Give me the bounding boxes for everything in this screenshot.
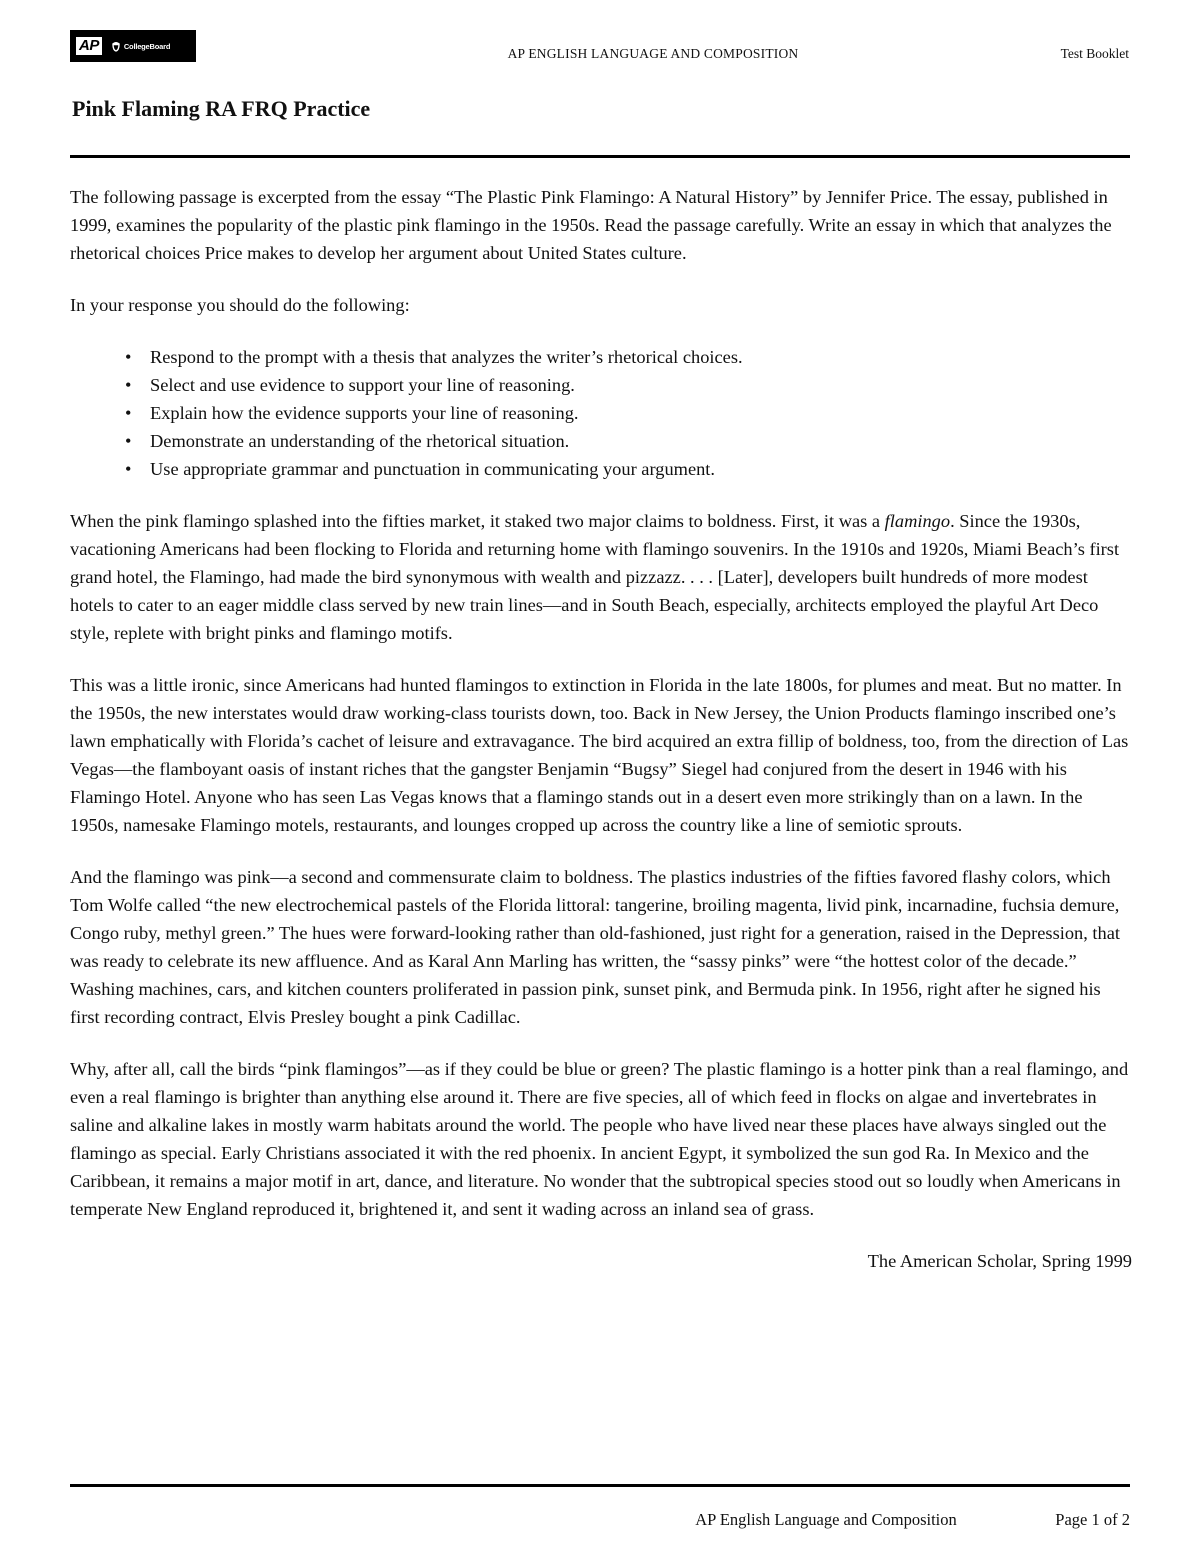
footer-course-name: AP English Language and Composition	[695, 1510, 957, 1529]
header-test-booklet-label: Test Booklet	[1060, 46, 1129, 61]
bottom-divider	[70, 1484, 1130, 1487]
prompt-instruction: In your response you should do the following:	[70, 295, 410, 315]
top-divider	[70, 155, 1130, 158]
requirements-list	[70, 343, 1132, 483]
passage-paragraph-4: Why, after all, call the birds “pink flamingos”—as if they could be blue or green? The plastic flamingo is a hotter pink than a real flamingo, and even a real flamingo is brighter than anything else around it. There are five species, all of which feed in flocks on algae and invertebrates in saline and alkaline lakes in mostly warm habitats around the world. The people who have lived near these places have always singled out the flamingo as special. Early Christians associated it with the red phoenix. In ancient Egypt, it symbolized the sun god Ra. In Mexico and the Caribbean, it remains a major motif in art, dance, and literature. No wonder that the subtropical species stood out so loudly when Americans in temperate New England reproduced it, brightened it, and sent it wading across an inland sea of grass.	[70, 1059, 1129, 1219]
list-item: • Select and use evidence to support your line of reasoning.	[150, 371, 1132, 399]
passage-source-citation: The American Scholar, Spring 1999	[867, 1251, 1132, 1271]
passage-text: When the pink flamingo splashed into the fifties market, it staked two major claims to boldness. First, it was a	[70, 511, 885, 531]
passage-italic-word: flamingo	[884, 511, 951, 531]
prompt-intro: The following passage is excerpted from the essay “The Plastic Pink Flamingo: A Natural History” by Jennifer Price. The essay, published in 1999, examines the popularity of the plastic pink flamingo in the 1950s. Read the passage carefully. Write an essay in which that analyzes the rhetorical choices Price makes to develop her argument about United States culture.	[70, 187, 1112, 263]
page-title: Pink Flaming RA FRQ Practice	[72, 96, 371, 121]
college-board-logo-text: CollegeBoard	[123, 41, 171, 51]
document-body	[70, 183, 1132, 1299]
passage-paragraph-2: This was a little ironic, since Americans had hunted flamingos to extinction in Florida in the late 1800s, for plumes and meat. But no matter. In the 1950s, the new interstates would draw working-class tourists down, too. Back in New Jersey, the Union Products flamingo inscribed one’s lawn emphatically with Florida’s cachet of leisure and extravagance. The bird acquired an extra fillip of boldness, too, from the direction of Las Vegas—the flamboyant oasis of instant riches that the gangster Benjamin “Bugsy” Siegel had conjured from the desert in 1946 with his Flamingo Hotel. Anyone who has seen Las Vegas knows that a flamingo stands out in a desert even more strikingly than on a lawn. In the 1950s, namesake Flamingo motels, restaurants, and lounges cropped up across the country like a line of semiotic sprouts.	[70, 675, 1129, 835]
passage-paragraph-3: And the flamingo was pink—a second and commensurate claim to boldness. The plastics industries of the fifties favored flashy colors, which Tom Wolfe called “the new electrochemical pastels of the Florida littoral: tangerine, broiling magenta, livid pink, incarnadine, fuchsia demure, Congo ruby, methyl green.” The hues were forward-looking rather than old-fashioned, just right for a generation, raised in the Depression, that was ready to celebrate its new affluence. And as Karal Ann Marling has written, the “sassy pinks” were “the hottest color of the decade.” Washing machines, cars, and kitchen counters proliferated in passion pink, sunset pink, and Bermuda pink. In 1956, right after he signed his first recording contract, Elvis Presley bought a pink Cadillac.	[70, 867, 1120, 1027]
header-course-title: AP ENGLISH LANGUAGE AND COMPOSITION	[507, 46, 799, 61]
list-item: • Demonstrate an understanding of the rhetorical situation.	[150, 427, 1132, 455]
ap-logo-text: AP	[76, 37, 102, 55]
list-item: • Respond to the prompt with a thesis that analyzes the writer’s rhetorical choices.	[150, 343, 1132, 371]
list-item: • Use appropriate grammar and punctuation in communicating your argument.	[150, 455, 1132, 483]
footer-page-number: Page 1 of 2	[1055, 1510, 1130, 1529]
passage-text: . Since the 1930s, vacationing Americans had been flocking to Florida and returning home with flamingo souvenirs. In the 1910s and 1920s, Miami Beach’s first grand hotel, the Flamingo, had made the bird synonymous with wealth and pizzazz. . . . [Later], developers built hundreds of more modest hotels to cater to an eager middle class served by new train lines—and in South Beach, especially, architects employed the playful Art Deco style, replete with bright pinks and flamingo motifs.	[70, 511, 1120, 643]
passage-paragraph-1	[70, 507, 1132, 647]
list-item: • Explain how the evidence supports your line of reasoning.	[150, 399, 1132, 427]
